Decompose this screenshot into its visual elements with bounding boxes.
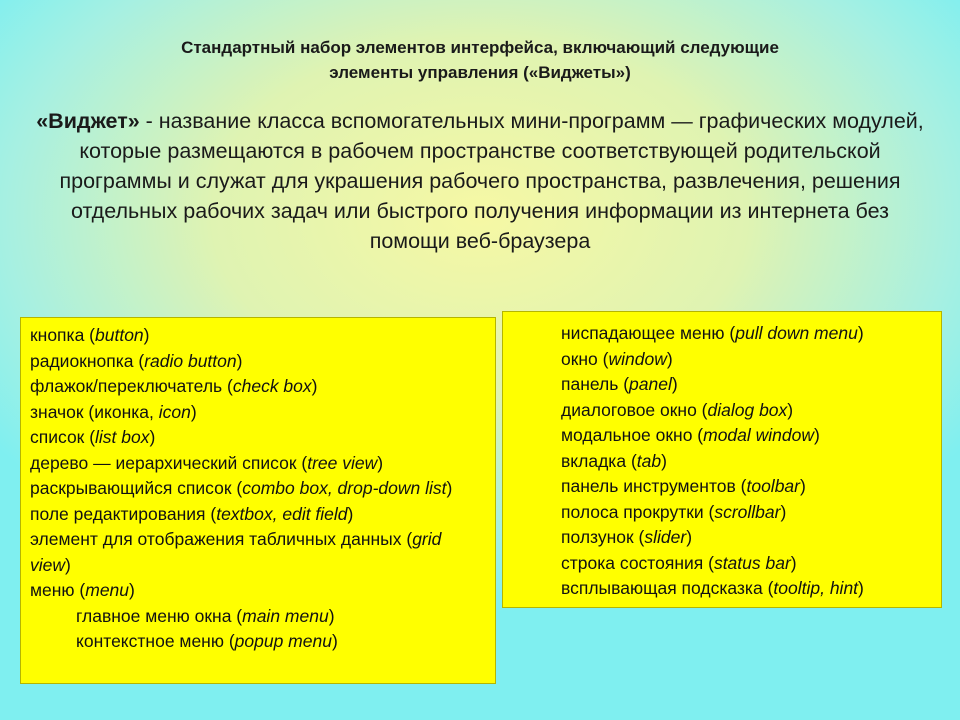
item-english-term: toolbar bbox=[746, 476, 800, 496]
item-closing-paren: ) bbox=[857, 323, 864, 343]
item-label: контекстное меню ( bbox=[76, 631, 235, 651]
item-closing-paren: ) bbox=[814, 425, 820, 445]
item-english-term: dialog box bbox=[707, 399, 788, 420]
slide-title bbox=[60, 35, 900, 85]
item-english-term: tree view bbox=[307, 452, 378, 473]
item-english-term: status bar bbox=[713, 552, 791, 573]
list-item bbox=[561, 500, 933, 526]
item-label: кнопка ( bbox=[30, 325, 95, 345]
item-label: флажок/переключатель ( bbox=[30, 376, 233, 396]
list-item bbox=[561, 398, 933, 424]
item-english-term: menu bbox=[85, 580, 130, 600]
item-label: элемент для отображения табличных данных ( bbox=[30, 529, 413, 549]
item-label: меню ( bbox=[30, 580, 86, 600]
title-line-1: Стандартный набор элементов интерфейса, включающий следующие bbox=[181, 38, 779, 57]
item-closing-paren: ) bbox=[143, 325, 150, 345]
item-english-term: button bbox=[95, 325, 144, 345]
definition-term: «Виджет» bbox=[36, 109, 140, 133]
item-label: панель инструментов ( bbox=[561, 476, 747, 496]
item-label: вкладка ( bbox=[561, 450, 637, 471]
item-english-term: radio button bbox=[144, 350, 237, 371]
item-english-term: tooltip, hint bbox=[773, 578, 859, 598]
item-closing-paren: ) bbox=[311, 376, 318, 396]
list-item bbox=[30, 400, 487, 426]
item-english-term: pull down menu bbox=[735, 323, 858, 343]
definition-text: название класса вспомогательных мини-программ — графических модулей, которые размещаются в рабочем пространстве соответствующей родительской программы и служат для украшения рабочего пространства, развлечения, решения отдельных рабочих задач или быстрого получения информации из интернета без помощи веб-браузера bbox=[59, 109, 924, 253]
item-label: дерево — иерархический список ( bbox=[30, 452, 308, 473]
item-closing-paren: ) bbox=[149, 427, 156, 447]
item-label: окно ( bbox=[561, 348, 609, 369]
list-item bbox=[30, 349, 487, 375]
item-english-term: modal window bbox=[703, 425, 815, 445]
item-label: диалоговое окно ( bbox=[561, 399, 708, 420]
item-closing-paren: ) bbox=[347, 503, 354, 524]
item-label: всплывающая подсказка ( bbox=[561, 578, 774, 598]
item-closing-paren: ) bbox=[331, 631, 338, 651]
item-english-term: main menu bbox=[242, 605, 329, 626]
list-item bbox=[30, 476, 487, 502]
item-label: панель ( bbox=[561, 374, 630, 394]
item-label: радиокнопка ( bbox=[30, 350, 145, 371]
item-english-term: icon bbox=[158, 401, 191, 422]
item-label: модальное окно ( bbox=[561, 425, 704, 445]
widget-definition bbox=[30, 106, 930, 256]
item-english-term: check box bbox=[232, 376, 312, 396]
item-label: строка состояния ( bbox=[561, 552, 714, 573]
item-english-term: slider bbox=[644, 527, 687, 547]
list-item bbox=[561, 423, 933, 449]
left-widget-list bbox=[20, 317, 496, 684]
list-item bbox=[30, 323, 487, 349]
item-english-term: panel bbox=[629, 374, 672, 394]
item-label: раскрывающийся список ( bbox=[30, 478, 243, 498]
list-item bbox=[30, 604, 487, 630]
title-line-2: элементы управления («Виджеты») bbox=[329, 63, 631, 82]
list-item bbox=[30, 451, 487, 477]
list-item bbox=[561, 551, 933, 577]
item-closing-paren: ) bbox=[328, 605, 335, 626]
list-item bbox=[561, 372, 933, 398]
list-item bbox=[30, 629, 487, 655]
list-item bbox=[561, 449, 933, 475]
item-closing-paren: ) bbox=[800, 476, 806, 496]
item-english-term: window bbox=[608, 348, 667, 369]
list-item bbox=[30, 374, 487, 400]
item-closing-paren: ) bbox=[236, 350, 243, 371]
item-closing-paren: ) bbox=[858, 578, 864, 598]
list-item bbox=[561, 576, 933, 602]
list-item bbox=[30, 527, 487, 578]
item-label: ползунок ( bbox=[561, 527, 645, 547]
item-english-term: combo box, drop-down list bbox=[242, 478, 447, 498]
item-closing-paren: ) bbox=[65, 554, 71, 575]
list-item bbox=[30, 502, 487, 528]
item-label: полоса прокрутки ( bbox=[561, 501, 715, 522]
item-closing-paren: ) bbox=[190, 401, 197, 422]
item-label: главное меню окна ( bbox=[76, 605, 243, 626]
item-label: ниспадающее меню ( bbox=[561, 323, 736, 343]
list-item bbox=[561, 474, 933, 500]
item-label: поле редактирования ( bbox=[30, 503, 217, 524]
item-closing-paren: ) bbox=[661, 450, 667, 471]
item-closing-paren: ) bbox=[790, 552, 797, 573]
list-item bbox=[30, 578, 487, 604]
list-item bbox=[561, 525, 933, 551]
item-english-term: textbox, edit field bbox=[216, 503, 348, 524]
item-label: список ( bbox=[30, 427, 96, 447]
item-closing-paren: ) bbox=[129, 580, 135, 600]
item-label: значок (иконка, bbox=[30, 401, 159, 422]
item-english-term: popup menu bbox=[234, 631, 332, 651]
definition-separator: - bbox=[139, 109, 159, 133]
item-english-term: scrollbar bbox=[714, 501, 781, 522]
list-item bbox=[561, 321, 933, 347]
item-english-term: grid view bbox=[30, 529, 442, 575]
item-english-term: tab bbox=[636, 450, 662, 471]
item-closing-paren: ) bbox=[787, 399, 794, 420]
list-item bbox=[561, 347, 933, 373]
list-item bbox=[30, 425, 487, 451]
item-closing-paren: ) bbox=[686, 527, 693, 547]
item-closing-paren: ) bbox=[446, 478, 453, 498]
item-closing-paren: ) bbox=[671, 374, 678, 394]
item-english-term: list box bbox=[95, 427, 150, 447]
item-closing-paren: ) bbox=[780, 501, 787, 522]
item-closing-paren: ) bbox=[377, 452, 384, 473]
right-widget-list bbox=[502, 311, 942, 608]
item-closing-paren: ) bbox=[666, 348, 673, 369]
